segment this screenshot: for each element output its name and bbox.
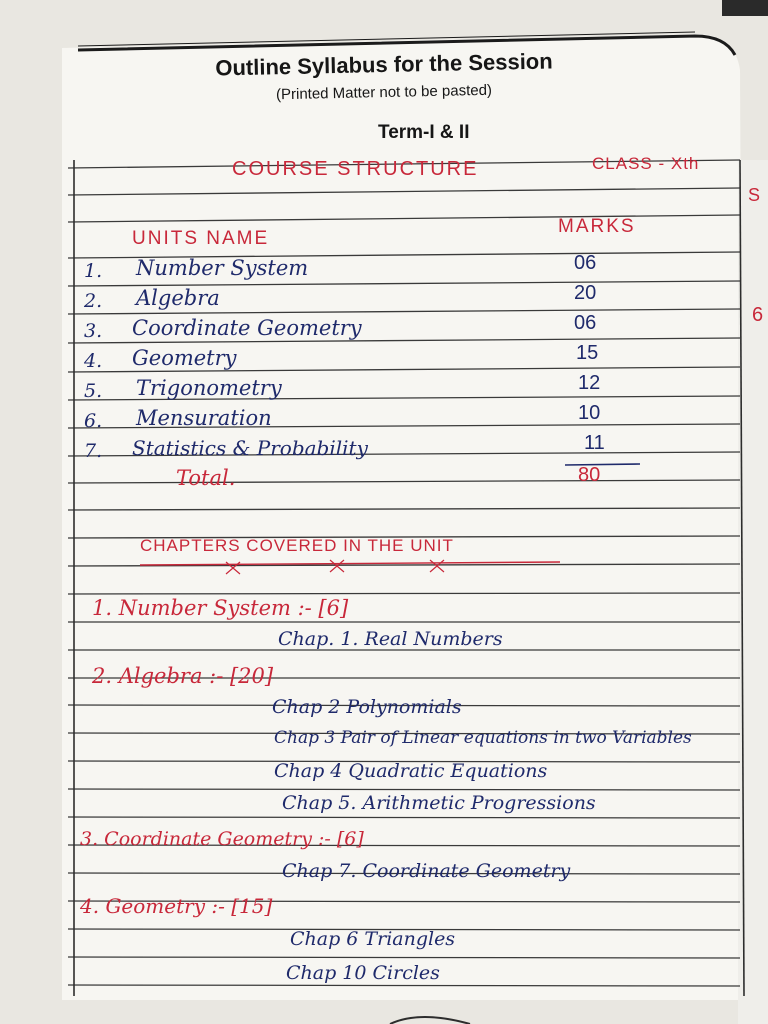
total-marks: 80 [578, 464, 601, 486]
unit-name-3: Coordinate Geometry [132, 316, 362, 340]
unit-name-1: Number System [136, 256, 309, 280]
unit-marks-3: 06 [574, 312, 597, 334]
unit-name-6: Mensuration [136, 406, 272, 430]
page-subtitle: (Printed Matter not to be pasted) [275, 81, 493, 104]
chapter-item: Chap 10 Circles [286, 962, 440, 984]
chapter-item: Chap 4 Quadratic Equations [274, 760, 548, 782]
chapter-item: Chap 5. Arithmetic Progressions [282, 792, 596, 814]
units-heading: UNITS NAME [132, 228, 270, 249]
chapters-heading: CHAPTERS COVERED IN THE UNIT [140, 536, 454, 555]
unit-no-4: 4. [84, 350, 103, 372]
unit-marks-5: 12 [578, 372, 601, 394]
chapter-group-title-4: 4. Geometry :- [15] [80, 894, 273, 918]
unit-name-5: Trigonometry [136, 376, 282, 400]
unit-no-1: 1. [84, 260, 103, 282]
unit-name-2: Algebra [136, 286, 220, 310]
margin-number-six: 6 [752, 304, 764, 326]
unit-no-5: 5. [84, 380, 103, 402]
chapter-item: Chap. 1. Real Numbers [278, 628, 503, 650]
chapter-group-title-1: 1. Number System :- [6] [92, 596, 349, 620]
chapter-item: Chap 6 Triangles [290, 928, 456, 950]
unit-no-3: 3. [84, 320, 103, 342]
chapter-item: Chap 2 Polynomials [272, 696, 462, 718]
margin-letter-s: S [748, 185, 763, 205]
total-label: Total. [176, 466, 236, 490]
chapter-group-title-3: 3. Coordinate Geometry :- [6] [80, 828, 364, 850]
unit-marks-6: 10 [578, 402, 601, 424]
term-label: Term-I & II [378, 122, 470, 143]
unit-marks-4: 15 [576, 342, 599, 364]
unit-name-7: Statistics & Probability [132, 436, 368, 460]
page-title: Outline Syllabus for the Session [215, 48, 553, 81]
marks-heading: MARKS [558, 216, 636, 237]
unit-no-7: 7. [84, 440, 103, 462]
chapter-item: Chap 3 Pair of Linear equations in two Variables [274, 728, 692, 748]
unit-no-6: 6. [84, 410, 103, 432]
chapter-item: Chap 7. Coordinate Geometry [282, 860, 571, 882]
unit-marks-1: 06 [574, 252, 597, 274]
unit-name-4: Geometry [132, 346, 237, 370]
class-label: CLASS - Xth [592, 154, 700, 173]
course-structure-heading: COURSE STRUCTURE [232, 158, 479, 180]
unit-no-2: 2. [84, 290, 103, 312]
unit-marks-7: 11 [584, 432, 605, 454]
unit-marks-2: 20 [574, 282, 597, 304]
chapter-group-title-2: 2. Algebra :- [20] [92, 664, 274, 688]
